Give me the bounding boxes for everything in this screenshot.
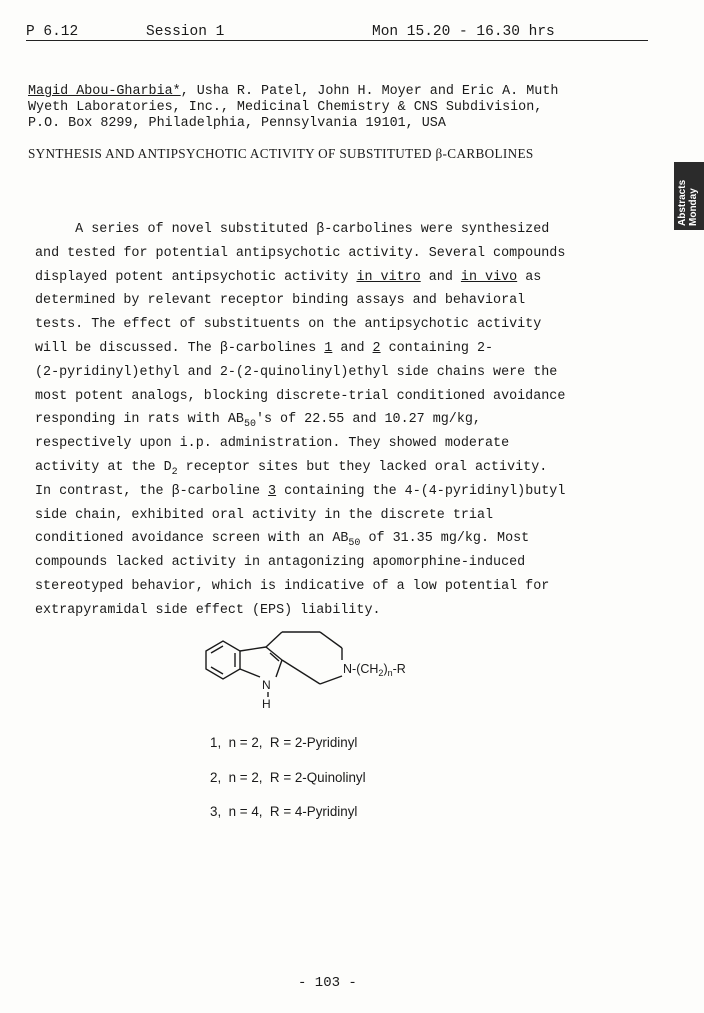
session-label: Session 1 xyxy=(146,24,225,40)
author-block xyxy=(28,84,558,132)
affiliation-line1: Wyeth Laboratories, Inc., Medicinal Chemistry & CNS Subdivision, xyxy=(28,100,543,115)
abstract-line: activity at the $D_2$ receptor sites but they lacked oral activity. xyxy=(35,459,548,478)
side-chain-label: $N-(CH_2)_n-R$ xyxy=(343,662,406,678)
abstract-line: (2-pyridinyl)ethyl and 2-(2-quinolinyl)ethyl side chains were the xyxy=(35,364,558,380)
abstract-line: In contrast, the β-carboline 3 containing the 4-(4-pyridinyl)butyl xyxy=(35,483,566,499)
tab-label-line2: Monday xyxy=(688,188,699,226)
compound-1: 1, n = 2, R = 2-Pyridinyl xyxy=(210,735,358,750)
tab-label-line1: Abstracts xyxy=(677,179,688,226)
indole-hydrogen: H xyxy=(262,697,271,711)
abstract-line: displayed potent antipsychotic activity in vitro and in vivo as xyxy=(35,269,542,285)
co-authors: , Usha R. Patel, John H. Moyer and Eric A. Muth xyxy=(180,84,559,99)
beta-carboline-structure xyxy=(190,622,450,712)
abstract-line: tests. The effect of substituents on the antipsychotic activity xyxy=(35,317,542,333)
abstract-line: and tested for potential antipsychotic activity. Several compounds xyxy=(35,245,566,261)
header-rule xyxy=(26,40,648,41)
session-time: Mon 15.20 - 16.30 hrs xyxy=(372,24,555,40)
ring-bonds xyxy=(206,632,342,697)
abstract-line: side chain, exhibited oral activity in the discrete trial xyxy=(35,507,494,523)
compound-ref-1: 1 xyxy=(324,340,333,356)
abstract-line: extrapyramidal side effect (EPS) liability. xyxy=(35,602,381,618)
abstract-line: determined by relevant receptor binding assays and behavioral xyxy=(35,293,526,309)
compound-ref-2: 2 xyxy=(372,340,381,356)
presenting-author: Magid Abou-Gharbia* xyxy=(28,84,181,99)
abstract-line: will be discussed. The β-carbolines 1 and 2 containing 2- xyxy=(35,340,494,356)
abstract-line: responding in rats with $AB_{50}'s$ of 22.55 and 10.27 mg/kg, xyxy=(35,412,481,431)
affiliation-line2: P.O. Box 8299, Philadelphia, Pennsylvania 19101, USA xyxy=(28,116,446,131)
abstract-line: A series of novel substituted β-carbolines were synthesized xyxy=(35,222,550,237)
abstract-title: SYNTHESIS AND ANTIPSYCHOTIC ACTIVITY OF SUBSTITUTED β-CARBOLINES xyxy=(28,146,534,161)
abstract-line: stereotyped behavior, which is indicative of a low potential for xyxy=(35,578,550,594)
abstract-code: P 6.12 xyxy=(26,24,79,40)
compound-list xyxy=(210,726,366,830)
in-vitro-term: in vitro xyxy=(356,269,421,285)
abstract-line: respectively upon i.p. administration. They showed moderate xyxy=(35,436,510,452)
in-vivo-term: in vivo xyxy=(460,269,518,285)
compound-3: 3, n = 4, R = 4-Pyridinyl xyxy=(210,804,358,819)
abstract-body xyxy=(35,218,625,623)
abstract-line: most potent analogs, blocking discrete-trial conditioned avoidance xyxy=(35,388,566,404)
compound-ref-3: 3 xyxy=(268,483,277,499)
compound-2: 2, n = 2, R = 2-Quinolinyl xyxy=(210,769,366,785)
indole-nitrogen: N xyxy=(262,678,271,692)
page-number: - 103 - xyxy=(298,975,357,991)
abstract-line: compounds lacked activity in antagonizing apomorphine-induced xyxy=(35,555,526,571)
abstract-line: conditioned avoidance screen with an $AB_{50}$ of 31.35 mg/kg. Most xyxy=(35,531,530,550)
abstracts-monday-tab xyxy=(674,162,704,230)
